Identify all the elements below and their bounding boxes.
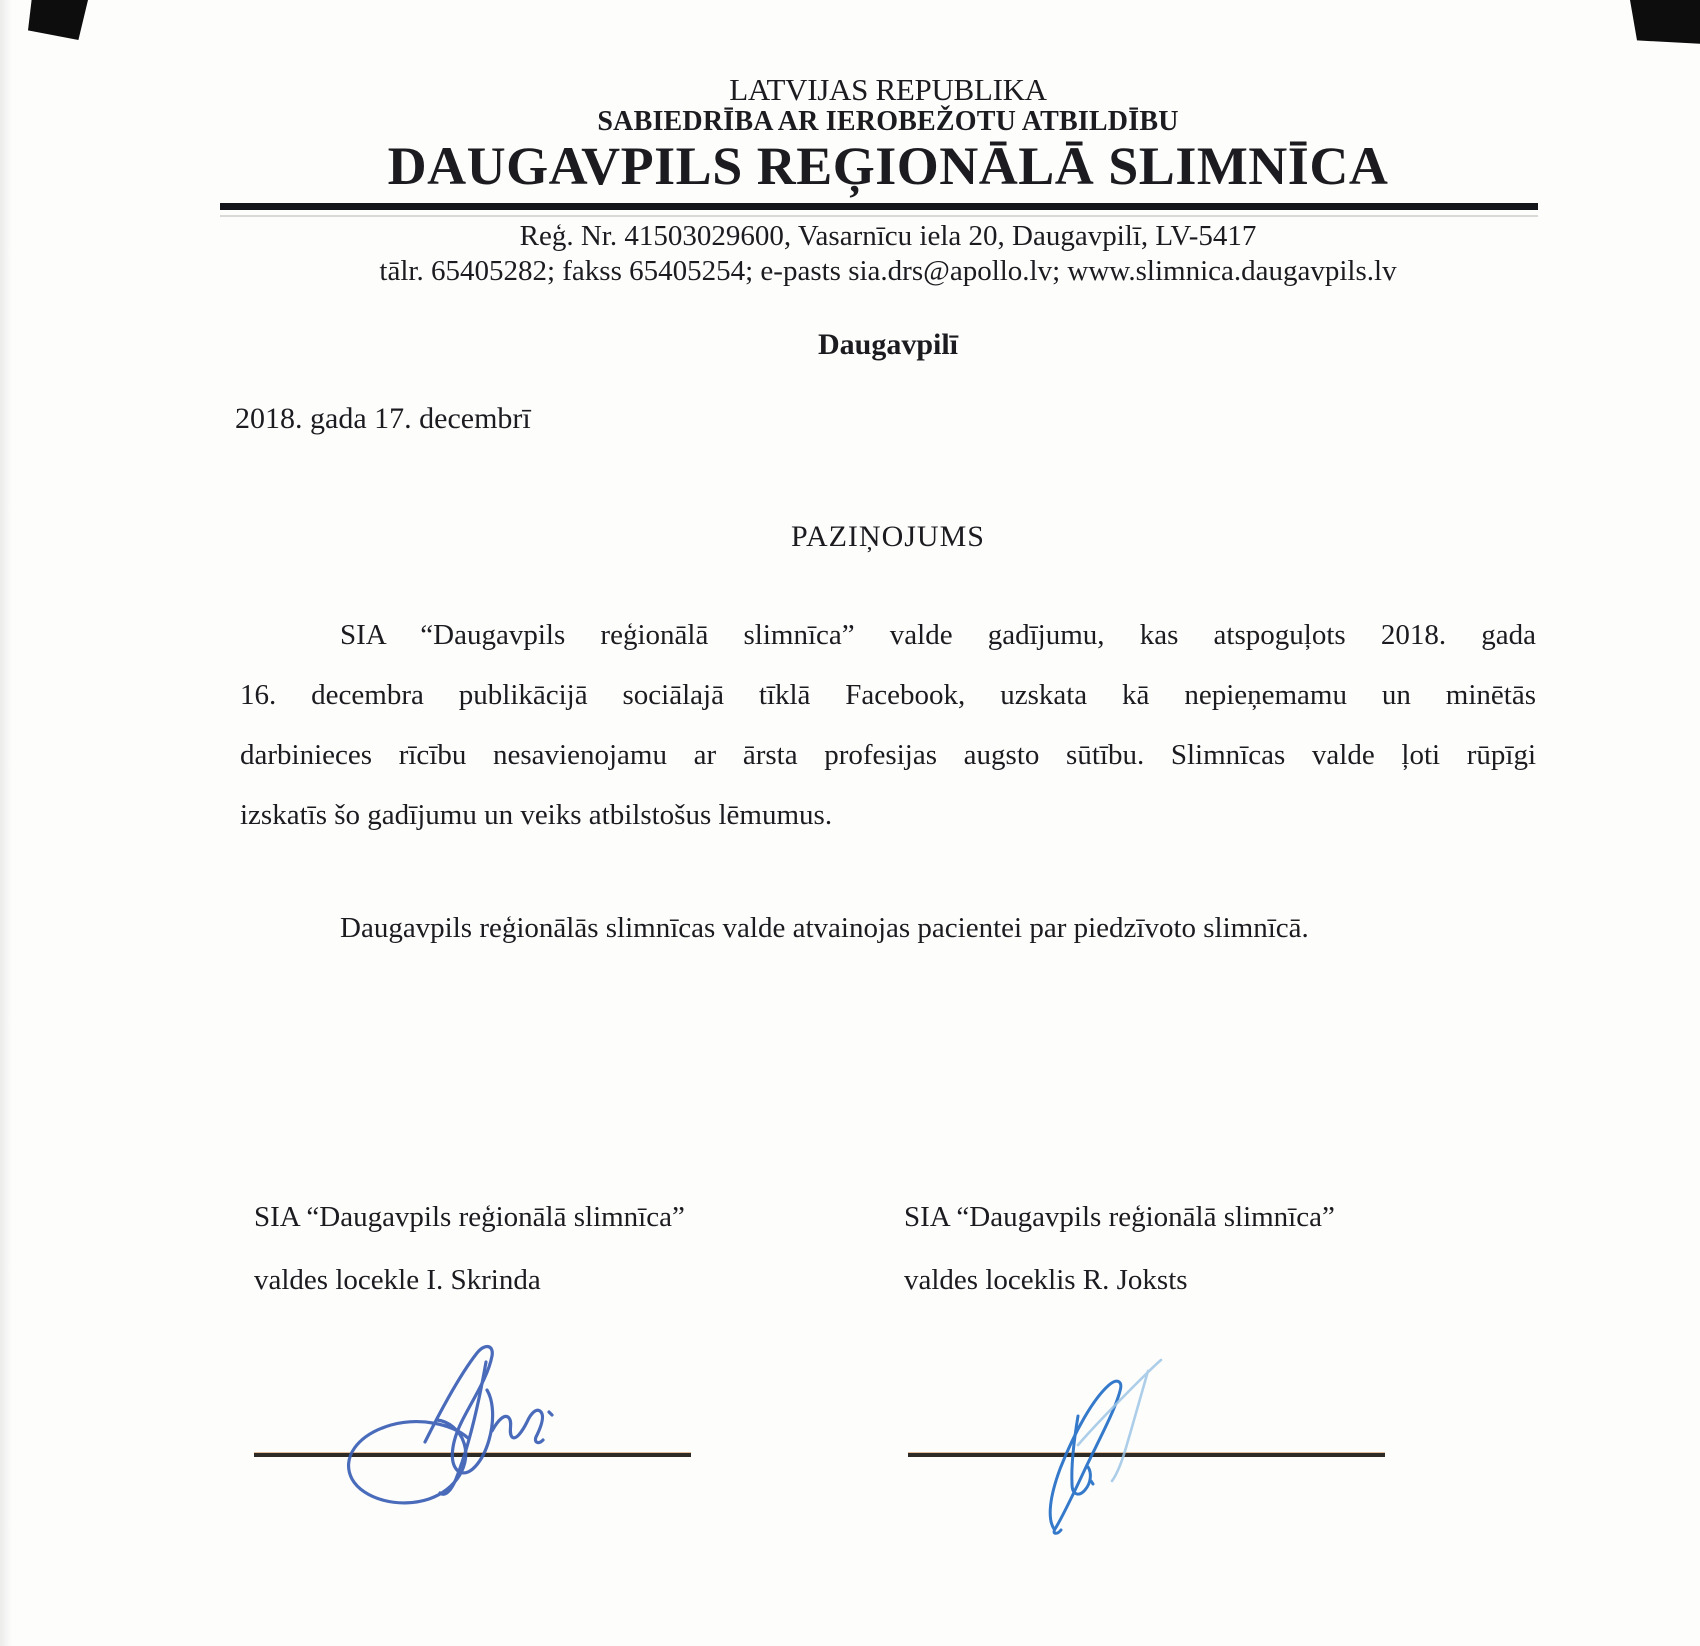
signature-company: SIA “Daugavpils reģionālā slimnīca”: [904, 1201, 1335, 1233]
paragraph-line: izskatīs šo gadījumu un veiks atbilstošus lēmumus.: [240, 799, 833, 831]
paragraph-line: SIA “Daugavpils reģionālā slimnīca” valde gadījumu, kas atspoguļots 2018. gada: [340, 619, 1536, 651]
handwritten-signature-right-flourish: [1078, 1360, 1161, 1481]
signature-line-right: [908, 1453, 1385, 1457]
handwritten-signature-left: [349, 1347, 552, 1503]
scan-artifact-top-left: [28, 0, 88, 40]
letter-date: 2018. gada 17. decembrī: [235, 402, 531, 435]
letter-body-paragraph: [240, 605, 1536, 845]
letterhead-contacts-line: tālr. 65405282; fakss 65405254; e-pasts sia.drs@apollo.lv; www.slimnica.daugavpils.lv: [379, 255, 1397, 287]
letterhead-rule-echo: [220, 215, 1538, 217]
letterhead-rule: [220, 203, 1538, 210]
paragraph-line: darbinieces rīcību nesavienojamu ar ārsta profesijas augsto sūtību. Slimnīcas valde ļoti rūpīgi: [240, 739, 1536, 771]
signature-signer: valdes loceklis R. Joksts: [904, 1264, 1188, 1296]
letter-closing: Daugavpils reģionālās slimnīcas valde atvainojas pacientei par piedzīvoto slimnīcā.: [340, 912, 1309, 944]
scan-artifact-top-right: [1630, 0, 1700, 47]
letterhead-org-type: SABIEDRĪBA AR IEROBEŽOTU ATBILDĪBU: [597, 106, 1179, 137]
paragraph-line: 16. decembra publikācijā sociālajā tīklā Facebook, uzskata kā nepieņemamu un minētās: [240, 679, 1536, 711]
handwritten-signature-right: [1050, 1381, 1121, 1533]
letterhead-registration-line: Reģ. Nr. 41503029600, Vasarnīcu iela 20, Daugavpilī, LV-5417: [519, 220, 1257, 252]
letter-title: PAZIŅOJUMS: [791, 520, 985, 553]
signature-block-left: [254, 1186, 685, 1312]
signature-company: SIA “Daugavpils reģionālā slimnīca”: [254, 1201, 685, 1233]
scan-edge-shadow: [0, 0, 12, 1646]
signature-signer: valdes locekle I. Skrinda: [254, 1264, 541, 1296]
signature-block-right: [904, 1186, 1335, 1312]
letterhead-org-name: DAUGAVPILS REĢIONĀLĀ SLIMNĪCA: [387, 136, 1389, 196]
signature-line-left: [254, 1453, 691, 1457]
letter-place: Daugavpilī: [817, 328, 959, 361]
letterhead-country: LATVIJAS REPUBLIKA: [729, 72, 1047, 107]
